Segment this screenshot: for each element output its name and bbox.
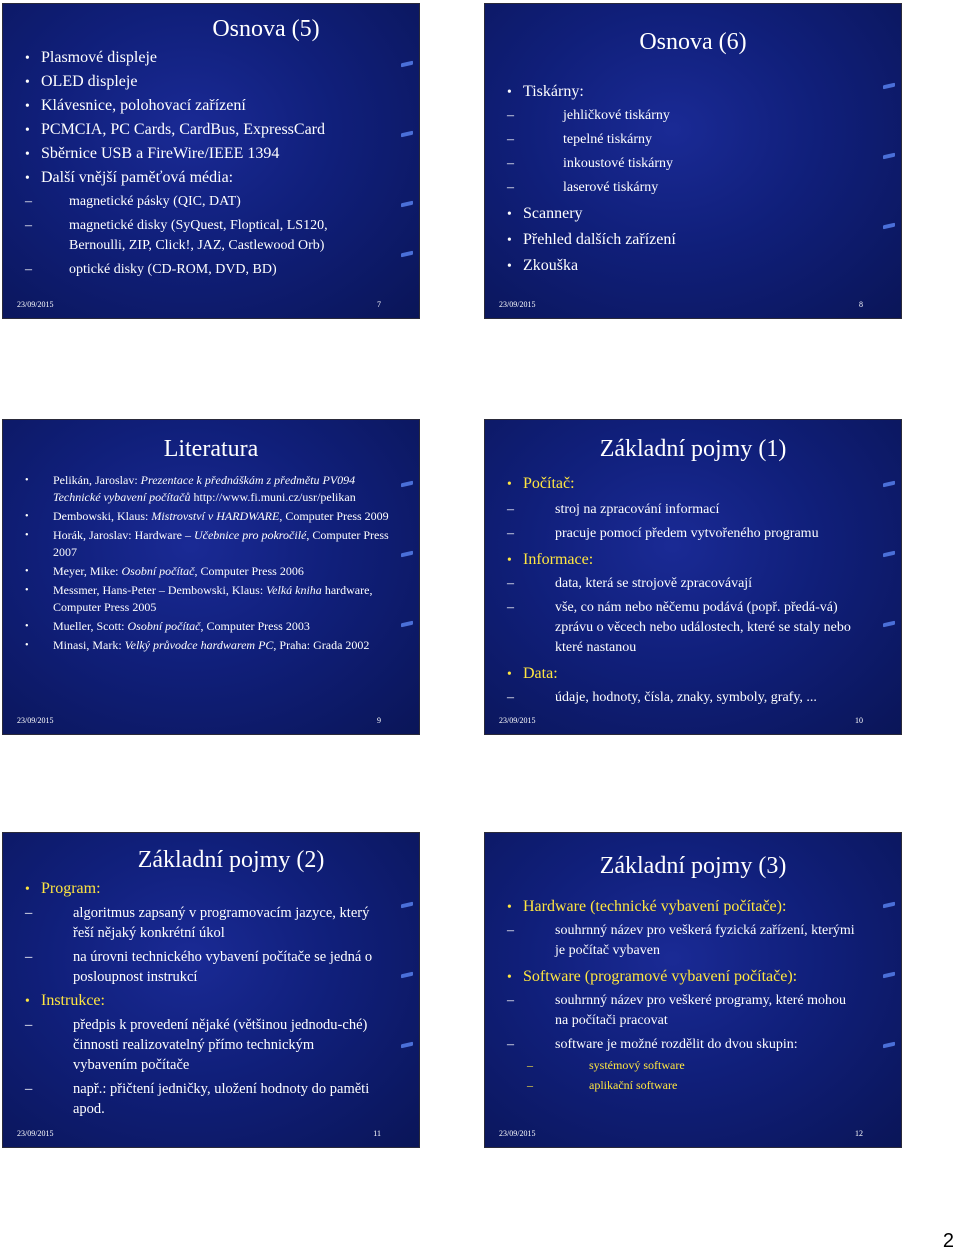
slide-number: 11 [373,1129,381,1138]
list-item: • Program: [25,877,379,901]
reference-item: • Dembowski, Klaus: Mistrovství v HARDWARE, Computer Press 2009 [25,508,389,525]
list-item: • OLED displeje [25,70,401,94]
slide-footer [17,300,405,309]
sub-sub-item: – systémový software [527,1055,861,1075]
decoration-mark [401,1042,413,1049]
sub-item: – vše, co nám nebo něčemu podává (popř. předá-vá) zprávu o věcech nebo událostech, které se staly nebo které nastanou [507,598,871,658]
list-item: • Scannery [507,202,883,226]
slide-body [507,472,871,710]
slide-7 [2,3,420,319]
decoration-mark [883,153,895,160]
list-item: • Další vnější paměťová média: [25,166,401,190]
list-item: • Data: [507,662,871,686]
decoration-mark [401,251,413,258]
list-item: • Informace: [507,548,871,572]
slide-footer [17,1129,405,1138]
decoration-mark [883,902,895,909]
sub-item: – na úrovni technického vybavení počítače se jedná o posloupnost instrukcí [25,947,379,987]
sub-sub-item: – aplikační software [527,1075,861,1095]
slide-footer [499,1129,887,1138]
list-item: • Tiskárny: [507,80,883,104]
slide-date: 23/09/2015 [17,1129,54,1138]
slide-number: 9 [377,716,381,725]
list-item: • Zkouška [507,254,883,278]
slide-footer [499,716,887,725]
decoration-mark [401,61,413,68]
reference-item: • Horák, Jaroslav: Hardware – Učebnice pro pokročilé, Computer Press 2007 [25,527,389,561]
sub-item: – inkoustové tiskárny [507,152,883,176]
sub-item: – stroj na zpracování informací [507,498,871,522]
slide-title: Základní pojmy (3) [599,853,787,879]
list-item: • Sběrnice USB a FireWire/IEEE 1394 [25,142,401,166]
sub-item: – např.: přičtení jedničky, uložení hodnoty do paměti apod. [25,1079,379,1119]
reference-item: • Mueller, Scott: Osobní počítač, Computer Press 2003 [25,618,389,635]
slide-footer [17,716,405,725]
list-item: • Instrukce: [25,989,379,1013]
list-item: • Klávesnice, polohovací zařízení [25,94,401,118]
sub-item: – souhrnný název pro veškeré programy, které mohou na počítači pracovat [507,991,861,1031]
decoration-mark [883,83,895,90]
decoration-mark [883,223,895,230]
decoration-mark [401,902,413,909]
decoration-mark [401,551,413,558]
slide-9 [2,419,420,735]
slide-date: 23/09/2015 [499,716,536,725]
slide-title: Základní pojmy (2) [137,847,325,873]
decoration-mark [401,201,413,208]
page-number: 2 [942,1230,954,1252]
decoration-mark [883,621,895,628]
slide-title: Osnova (5) [212,16,320,42]
decoration-mark [883,1042,895,1049]
reference-item: • Messmer, Hans-Peter – Dembowski, Klaus: Velká kniha hardware, Computer Press 2005 [25,582,389,616]
list-item: • Počítač: [507,472,871,496]
sub-item: – souhrnný název pro veškerá fyzická zařízení, kterými je počítač vybaven [507,921,861,961]
slide-8 [484,3,902,319]
slide-number: 12 [855,1129,863,1138]
slide-body [25,46,401,280]
slide-body [25,472,389,656]
sub-item: – pracuje pomocí předem vytvořeného programu [507,522,871,546]
slide-date: 23/09/2015 [499,1129,536,1138]
slide-date: 23/09/2015 [17,300,54,309]
slide-title: Osnova (6) [639,29,747,55]
list-item: • Přehled dalších zařízení [507,228,883,252]
sub-item: – tepelné tiskárny [507,128,883,152]
list-item: • Software (programové vybavení počítače): [507,965,861,989]
slide-date: 23/09/2015 [499,300,536,309]
slide-number: 7 [377,300,381,309]
slide-body [507,895,861,1095]
list-item: • Plasmové displeje [25,46,401,70]
slide-title: Základní pojmy (1) [599,436,787,462]
decoration-mark [401,481,413,488]
sub-item: – algoritmus zapsaný v programovacím jazyce, který řeší nějaký konkrétní úkol [25,903,379,943]
slide-number: 10 [855,716,863,725]
slide-number: 8 [859,300,863,309]
slide-10 [484,419,902,735]
sub-item: – magnetické pásky (QIC, DAT) [25,192,401,212]
decoration-mark [401,131,413,138]
reference-item: • Meyer, Mike: Osobní počítač, Computer Press 2006 [25,563,389,580]
sub-item: – software je možné rozdělit do dvou skupin: [507,1035,861,1055]
slide-12 [484,832,902,1148]
decoration-mark [401,621,413,628]
list-item: • PCMCIA, PC Cards, CardBus, ExpressCard [25,118,401,142]
decoration-mark [883,551,895,558]
slide-11 [2,832,420,1148]
slide-footer [499,300,887,309]
sub-item: – data, která se strojově zpracovávají [507,572,871,596]
sub-item: – optické disky (CD-ROM, DVD, BD) [25,260,401,280]
sub-item: – předpis k provedení nějaké (většinou jednodu-ché) činnosti realizovatelný přímo technickým vybavením počítače [25,1015,379,1075]
slide-date: 23/09/2015 [17,716,54,725]
list-item: • Hardware (technické vybavení počítače): [507,895,861,919]
sub-item: – magnetické disky (SyQuest, Floptical, LS120, Bernoulli, ZIP, Click!, JAZ, Castlewood Orb) [25,216,359,256]
reference-item: • Minasi, Mark: Velký průvodce hardwarem PC, Praha: Grada 2002 [25,637,389,654]
sub-item: – jehličkové tiskárny [507,104,883,128]
sub-item: – laserové tiskárny [507,176,883,200]
sub-item: – údaje, hodnoty, čísla, znaky, symboly, grafy, ... [507,686,871,710]
decoration-mark [883,481,895,488]
decoration-mark [401,972,413,979]
slide-body [507,80,883,278]
decoration-mark [883,972,895,979]
slide-title: Literatura [163,436,259,462]
reference-item: • Pelikán, Jaroslav: Prezentace k přednáškám z předmětu PV094 Technické vybavení počítačů http://www.fi.muni.cz/usr/pelikan [25,472,389,506]
slide-body [25,877,379,1119]
